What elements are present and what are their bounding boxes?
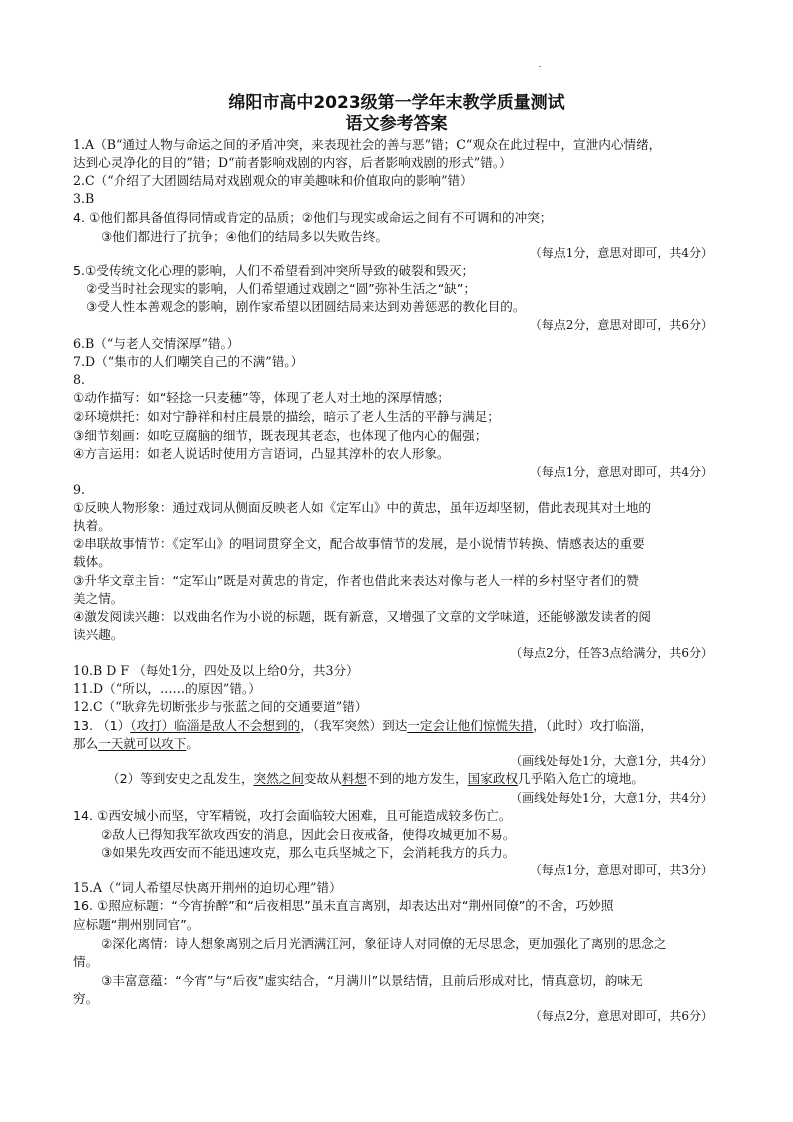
q13-underline-1: （攻打）临淄是敌人不会想到的 — [130, 718, 301, 733]
q13-part2-c: 不到的地方发生， — [366, 771, 468, 786]
q13-underline-3: 一天就可以攻下 — [98, 736, 187, 751]
q13-text-3: ，（此时）攻打临淄， — [533, 718, 653, 733]
q13-prefix: 13. （1） — [73, 718, 131, 733]
q16-line3-cont: 穷。 — [73, 991, 99, 1006]
q9-line4-cont: 读兴趣。 — [73, 627, 124, 642]
q13-part2-underline-2: 料想 — [341, 771, 367, 786]
q9-line1: ①反映人物形象：通过戏词从侧面反映老人如《定军山》中的黄忠，虽年迈却坚韧，借此表现其对土地的 — [73, 500, 652, 515]
q14-line3: ③如果先攻西安而不能迅速攻克，那么屯兵坚城之下，会消耗我方的兵力。 — [101, 845, 516, 860]
q15-answer: 15.A（“词人希望尽快离开荆州的迫切心理”错） — [73, 880, 342, 895]
q13-part2-a: （2）等到安史之乱发生， — [107, 771, 254, 786]
q11-answer: 11.D（“所以，……的原因”错。） — [73, 681, 261, 696]
q13-text-2: ，（我军突然）到达 — [300, 718, 408, 733]
q5-line3: ③受人性本善观念的影响，剧作家希望以团圆结局来达到劝善惩恶的教化目的。 — [86, 299, 526, 314]
q16-score: （每点2分，意思对即可，共6分） — [529, 1009, 713, 1023]
q13-part2 — [107, 771, 644, 787]
q16-line1-cont: 应标题“荆州别同官”。 — [73, 917, 200, 932]
q16-line1: 16. ①照应标题：“今宵拚醉”和“后夜相思”虽未直言离别，却表达出对“荆州同僚”的不舍，巧妙照 — [73, 898, 614, 913]
q4-score: （每点1分，意思对即可，共4分） — [529, 246, 713, 260]
q13-score-1: （画线处每处1分，大意1分，共4分） — [510, 754, 713, 768]
q13-text-5: 。 — [186, 736, 199, 751]
q8-line3: ③细节刻画：如吃豆腐脑的细节，既表现其老态，也体现了他内心的倔强； — [73, 428, 488, 443]
q6-answer: 6.B（“与老人交情深厚”错。） — [73, 336, 240, 351]
q16-line3: ③丰富意蕴：“今宵”与“后夜”虚实结合，“月满川”以景结情，且前后形成对比，情真意切，韵味无 — [101, 973, 643, 988]
page-subtitle: 语文参考答案 — [345, 114, 448, 134]
q5-line1: 5.①受传统文化心理的影响，人们不希望看到冲突所导致的破裂和毁灭； — [73, 263, 475, 278]
q13-line1 — [73, 718, 653, 734]
q5-line2: ②受当时社会现实的影响，人们希望通过戏剧之“圆”弥补生活之“缺”； — [86, 281, 477, 296]
q1-line2: 达到心灵净化的目的”错；D“前者影响戏剧的内容，后者影响戏剧的形式”错。） — [73, 155, 512, 170]
page-title: 绵阳市高中2023级第一学年末教学质量测试 — [228, 93, 565, 113]
q8-number: 8. — [73, 372, 86, 387]
q13-part2-b: 变故从 — [303, 771, 342, 786]
q13-part2-d: 几乎陷入危亡的境地。 — [518, 771, 644, 786]
q9-line2-cont: 载体。 — [73, 554, 111, 569]
q5-score: （每点2分，意思对即可，共6分） — [529, 318, 713, 332]
q16-line2-cont: 情。 — [73, 954, 99, 969]
q9-line1-cont: 执着。 — [73, 518, 111, 533]
q14-line1: 14. ①西安城小而坚，守军精锐，攻打会面临较大困难，且可能造成较多伤亡。 — [73, 808, 512, 823]
q8-line1: ①动作描写：如“轻捻一只麦穗”等，体现了老人对土地的深厚情感； — [73, 390, 450, 405]
q13-line2 — [73, 736, 199, 752]
q9-score: （每点2分，任答3点给满分，共6分） — [510, 646, 713, 660]
q2-answer: 2.C（“介绍了大团圆结局对戏剧观众的审美趣味和价值取向的影响”错） — [73, 173, 473, 188]
q14-score: （每点1分，意思对即可，共3分） — [529, 863, 713, 877]
q13-score-2: （画线处每处1分，大意1分，共4分） — [510, 791, 713, 805]
q9-line4: ④激发阅读兴趣：以戏曲名作为小说的标题，既有新意，又增强了文章的文学味道，还能够激发读者的阅 — [73, 609, 652, 624]
q3-answer: 3.B — [73, 191, 95, 206]
q14-line2: ②敌人已得知我军欲攻西安的消息，因此会日夜戒备，使得攻城更加不易。 — [101, 827, 516, 842]
q12-answer: 12.C（“耿弇先切断张步与张蓝之间的交通要道”错） — [73, 699, 368, 714]
q13-underline-2: 一定会让他们惊慌失措 — [407, 718, 534, 733]
q16-line2: ②深化离情：诗人想象离别之后月光洒满江河，象征诗人对同僚的无尽思念，更加强化了离别的思念之 — [101, 936, 667, 951]
scan-dot — [539, 66, 541, 67]
q1-line1: 1.A（B“通过人物与命运之间的矛盾冲突，来表现社会的善与恶”错；C“观众在此过程中，宣泄内心情绪， — [73, 137, 662, 152]
q4-line2: ③他们都进行了抗争；④他们的结局多以失败告终。 — [101, 229, 389, 244]
q13-text-4: 那么 — [73, 736, 99, 751]
q8-score: （每点1分，意思对即可，共4分） — [529, 465, 713, 479]
q13-part2-underline-1: 突然之间 — [253, 771, 304, 786]
q9-line3: ③升华文章主旨：“定军山”既是对黄忠的肯定，作者也借此来表达对像与老人一样的乡村坚守者们的赞 — [73, 573, 639, 588]
q9-line3-cont: 美之情。 — [73, 591, 124, 606]
q8-line2: ②环境烘托：如对宁静祥和村庄晨景的描绘，暗示了老人生活的平静与满足； — [73, 409, 500, 424]
q4-line1: 4. ①他们都具备值得同情或肯定的品质；②他们与现实或命运之间有不可调和的冲突； — [73, 210, 553, 225]
q10-answer: 10.B D F （每处1分，四处及以上给0分，共3分） — [73, 663, 359, 678]
q8-line4: ④方言运用：如老人说话时使用方言语词，凸显其淳朴的农人形象。 — [73, 446, 450, 461]
q7-answer: 7.D（“集市的人们嘲笑自己的不满”错。） — [73, 354, 304, 369]
q13-part2-underline-3: 国家政权 — [467, 771, 519, 786]
q9-number: 9. — [73, 482, 86, 497]
q9-line2: ②串联故事情节：《定军山》的唱词贯穿全文，配合故事情节的发展，是小说情节转换、情感表达的重要 — [73, 536, 645, 551]
